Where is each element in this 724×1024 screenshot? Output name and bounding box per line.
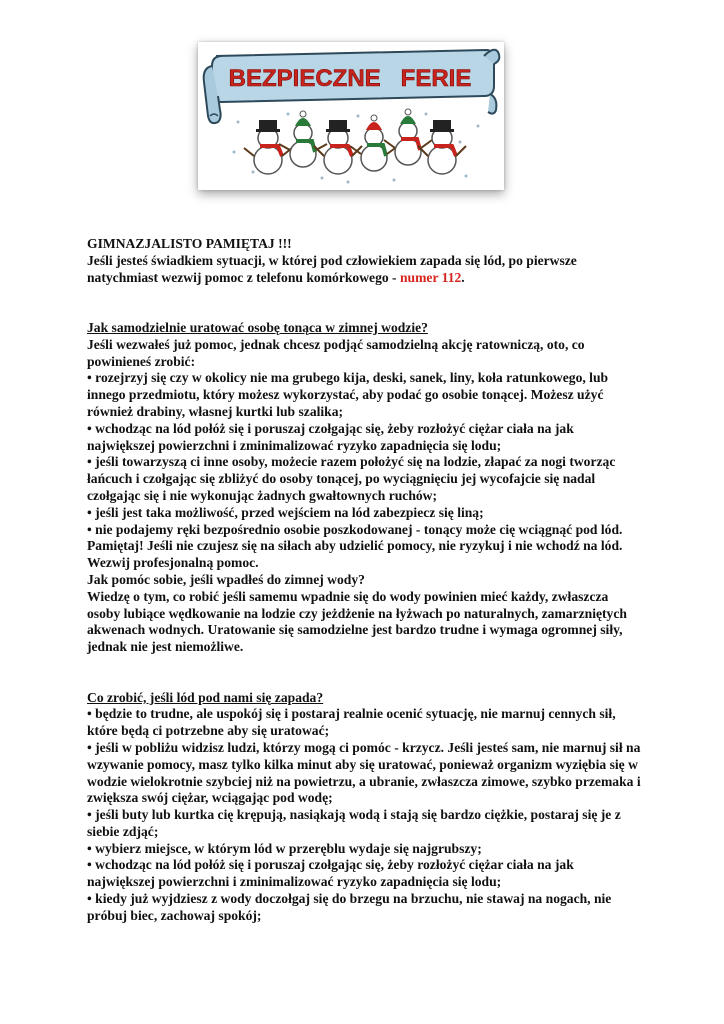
list-item: • wchodząc na lód połóż się i poruszaj czołgając się, żeby rozłożyć ciężar ciała na jak największej powierzchni i zminimalizować ryzyko zapadnięcia się lodu;	[87, 420, 574, 453]
list-item: • nie podajemy ręki bezpośrednio osobie poszkodowanej - tonący może cię wciągnąć pod lód. Pamiętaj! Jeśli nie czujesz się na siłach aby udzielić pomocy, nie ryzykuj i nie wchodź na lód. Wezwij profesjonalną pomoc.	[87, 521, 623, 571]
section1-lead: Jeśli wezwałeś już pomoc, jednak chcesz podjąć samodzielną akcję ratowniczą, oto, co powinieneś zrobić:	[87, 336, 585, 369]
list-item: • jeśli buty lub kurtka cię krępują, nasiąkają wodą i stają się bardzo ciężkie, postaraj się je z siebie zdjąć;	[87, 807, 621, 839]
list-item: • jeśli towarzyszą ci inne osoby, możecie razem położyć się na lodzie, złapać za nogi tworząc łańcuch i czołgając się zbliżyć do osoby tonącej, po wyciągnięciu jej wycofajcie się nadal czołgając się i nie wykonując żadnych gwałtownych ruchów;	[87, 454, 616, 503]
list-item: • wybierz miejsce, w którym lód w przeręblu wydaje się najgrubszy;	[87, 840, 482, 856]
spacer	[87, 286, 642, 320]
intro-text: Jeśli jesteś świadkiem sytuacji, w której pod człowiekiem zapada się lód, po pierwsze natychmiast wezwij pomoc z telefonu komórkowego -	[87, 252, 577, 285]
section1-heading: Jak samodzielnie uratować osobę tonąca w zimnej wodzie?	[87, 319, 428, 335]
list-item: • rozejrzyj się czy w okolicy nie ma grubego kija, deski, sanek, liny, koła ratunkowego, lub innego przedmiotu, który możesz wykorzystać, aby podać go osobie tonącej. Możesz użyć również drabiny, własnej kurtki lub szalika;	[87, 370, 609, 419]
list-item: • jeśli w pobliżu widzisz ludzi, którzy mogą ci pomóc - krzycz. Jeśli jesteś sam, nie marnuj sił na wzywanie pomocy, masz tylko kilka minut aby się uratować, ponieważ organizm wyziębia się w wodzie wielokrotnie szybciej niż na powietrzu, a ubranie, zwłaszcza zimowe, szybko przemaka i zwiększa swój ciężar, wciągając pod wodę;	[87, 739, 641, 806]
banner-image	[198, 42, 504, 190]
intro-paragraph	[87, 253, 642, 287]
banner-illustration	[198, 42, 504, 190]
intro-heading: GIMNAZJALISTO PAMIĘTAJ !!!	[87, 236, 292, 251]
list-item: • jeśli jest taka możliwość, przed wejściem na lód zabezpiecz się liną;	[87, 504, 484, 520]
section2-heading: Co zrobić, jeśli lód pod nami się zapada?	[87, 689, 324, 705]
list-item: • będzie to trudne, ale uspokój się i postaraj realnie ocenić sytuację, nie marnuj cennych sił, które będą ci potrzebne aby się uratować;	[87, 706, 616, 739]
document-text	[87, 236, 642, 925]
emergency-number: numer 112	[399, 269, 462, 285]
spacer	[87, 656, 642, 690]
banner-title: BEZPIECZNE FERIE	[228, 65, 472, 92]
list-item: • kiedy już wyjdziesz z wody doczołgaj się do brzegu na brzuchu, nie stawaj na nogach, nie próbuj biec, zachowaj spokój;	[87, 891, 612, 923]
section1-question: Jak pomóc sobie, jeśli wpadłeś do zimnej wody?	[87, 571, 365, 587]
intro-end: .	[461, 269, 465, 285]
snowmen-icon	[244, 109, 466, 174]
list-item: • wchodząc na lód połóż się i poruszaj czołgając się, żeby rozłożyć ciężar ciała na jak największej powierzchni i zminimalizować ryzyko zapadnięcia się lodu;	[87, 857, 574, 890]
section1-closing: Wiedzę o tym, co robić jeśli samemu wpadnie się do wody powinien mieć każdy, zwłaszcza osoby lubiące wędkowanie na lodzie czy jeżdżenie na łyżwach po naturalnych, zamarzniętych akwenach wodnych. Uratowanie się samodzielne jest bardzo trudne i wymaga ogromnej siły, jednak nie jest niemożliwe.	[87, 588, 627, 655]
